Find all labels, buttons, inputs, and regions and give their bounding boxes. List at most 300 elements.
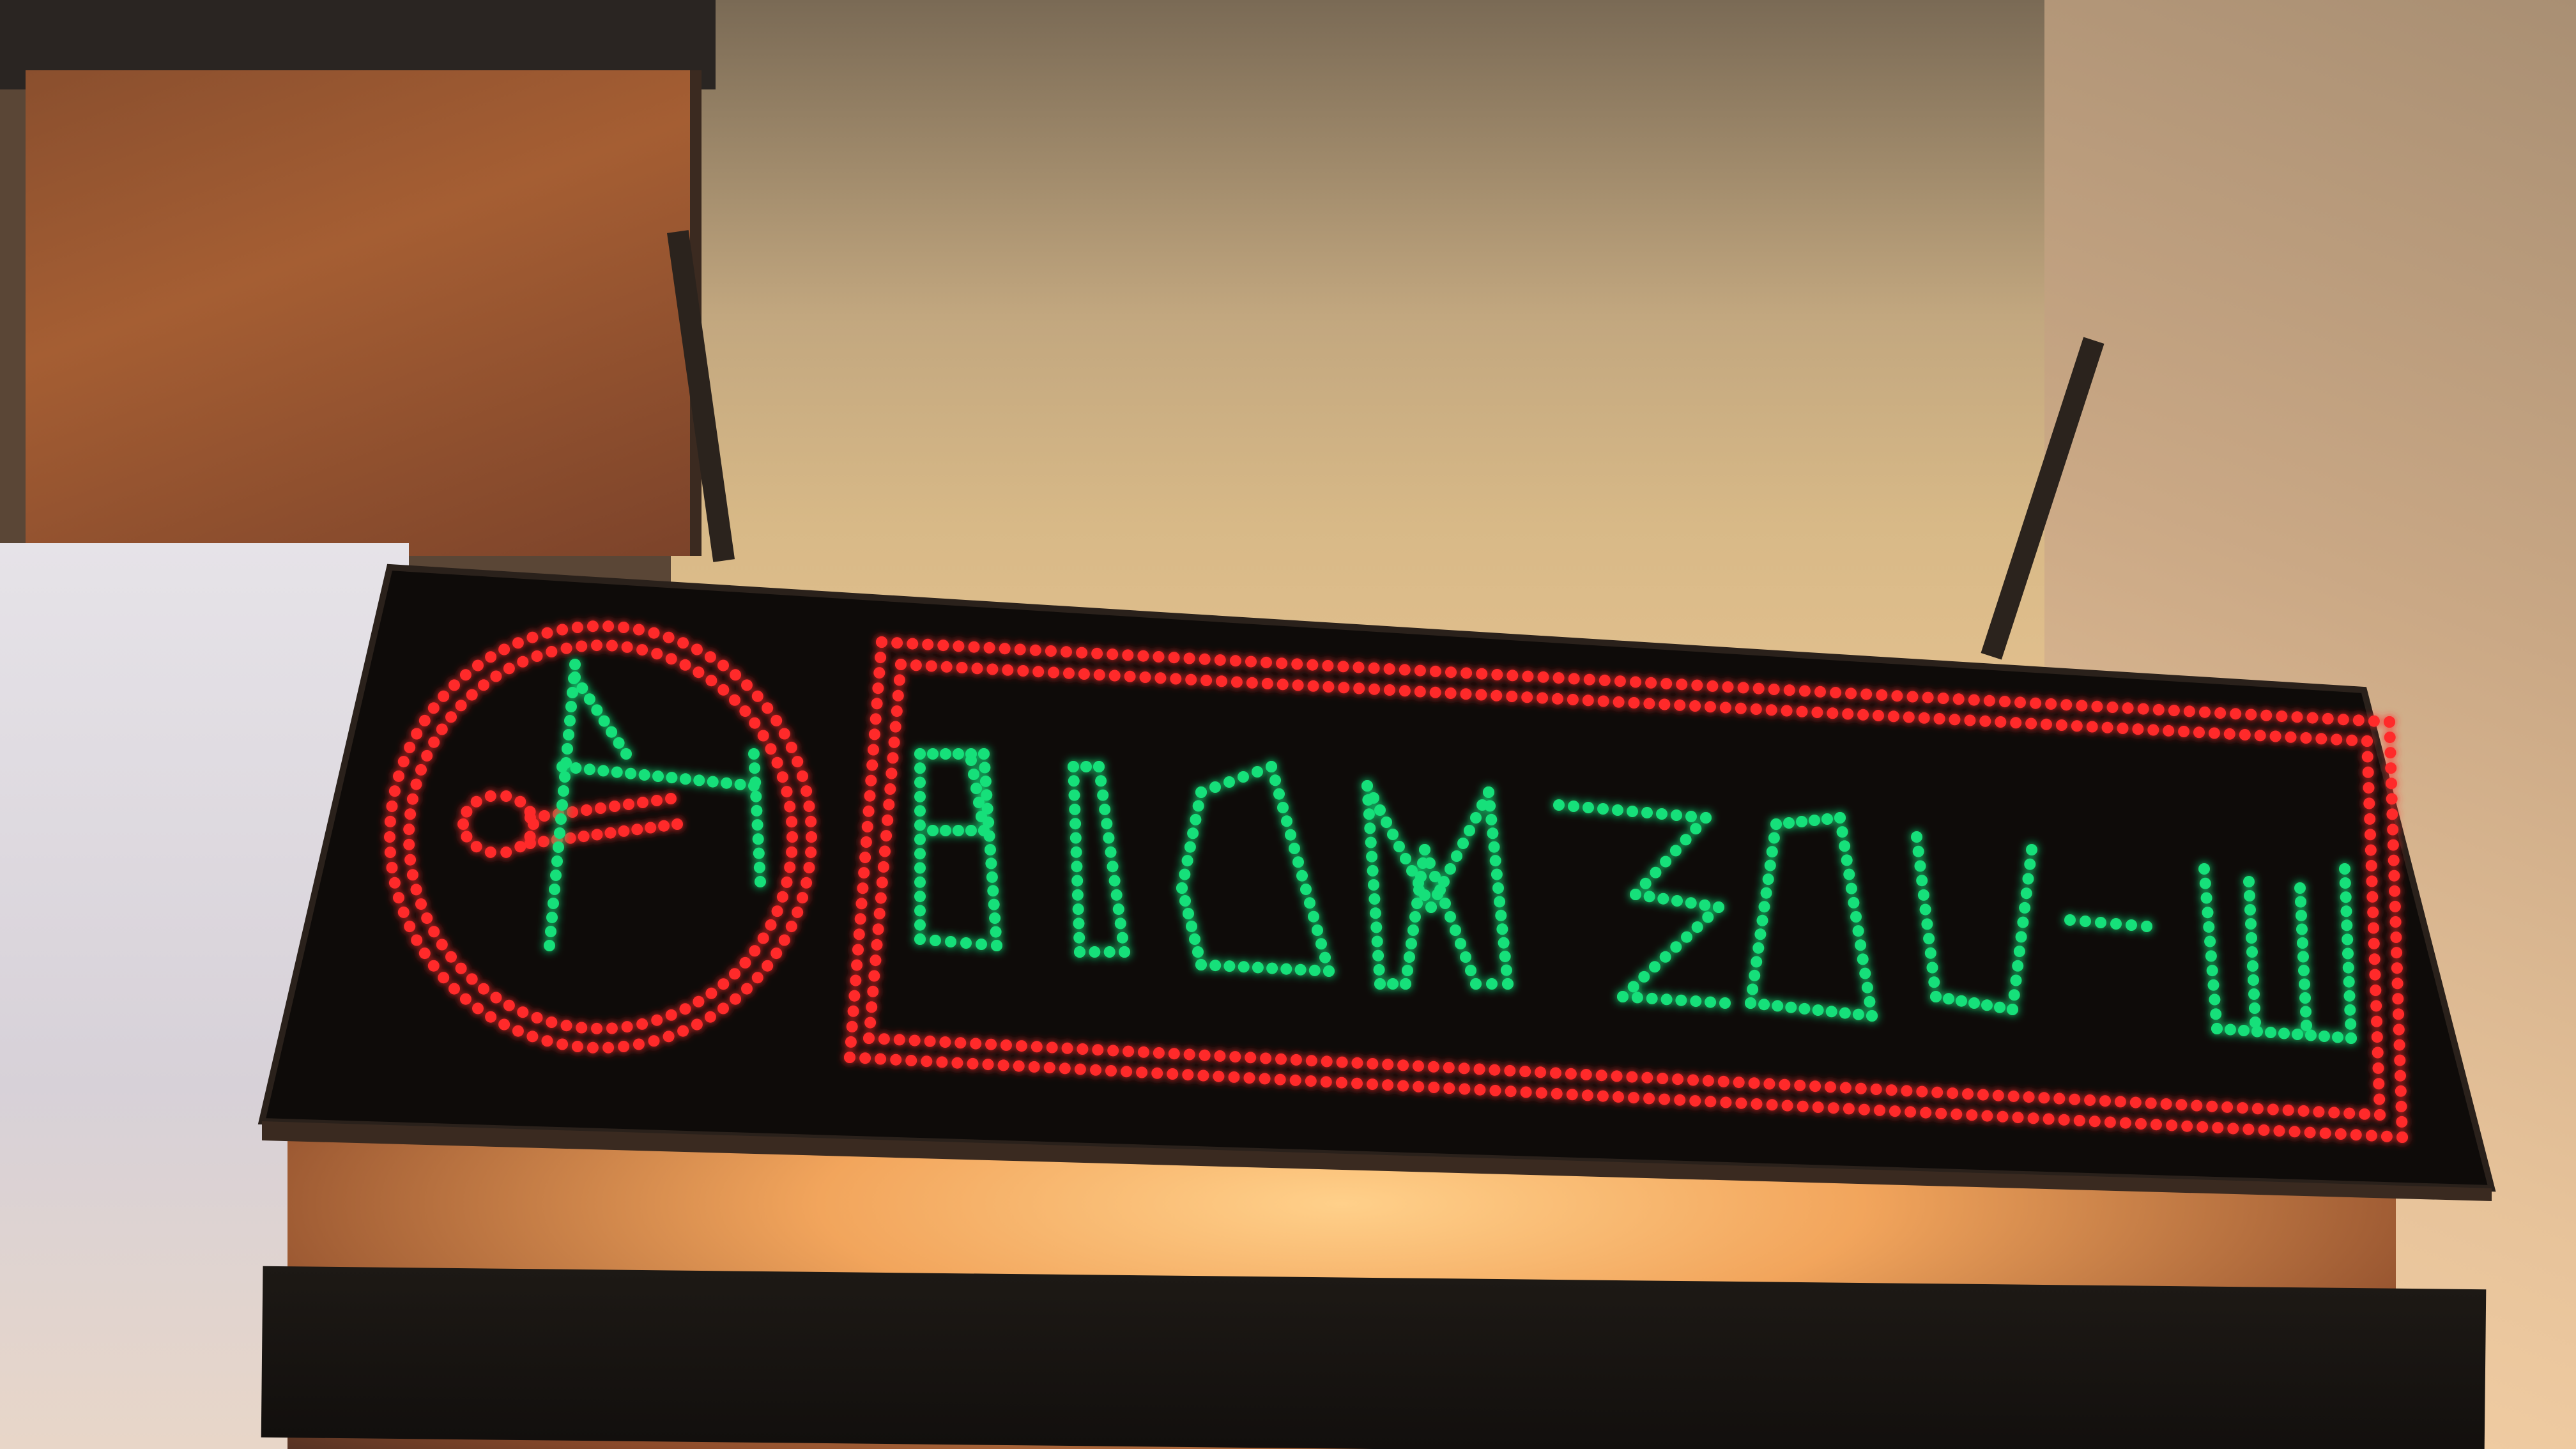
- text-frame-led: [848, 990, 860, 1002]
- emblem-ring-led: [404, 742, 415, 753]
- emblem-ring-led: [448, 679, 460, 691]
- emblem-ring-led: [636, 1018, 648, 1030]
- text-frame-led: [871, 698, 883, 709]
- text-frame-led: [891, 637, 903, 648]
- text-frame-led: [864, 1017, 876, 1029]
- emblem-ring-led: [438, 972, 449, 983]
- emblem-ring-led: [448, 983, 460, 995]
- emblem-ring-led: [512, 1025, 524, 1037]
- text-frame-led: [2396, 1131, 2408, 1143]
- emblem-ring-led: [561, 1020, 572, 1031]
- text-frame-led: [856, 898, 868, 909]
- text-frame-led: [868, 744, 879, 756]
- emblem-ring-led: [445, 951, 457, 963]
- text-frame-led: [885, 768, 897, 779]
- emblem-ring-led: [705, 988, 717, 999]
- emblem-ring-led: [421, 912, 433, 924]
- emblem-ring-led: [618, 622, 629, 633]
- text-frame-led: [848, 1006, 859, 1017]
- emblem-stroke-led: [556, 761, 568, 772]
- emblem-detail-led: [500, 790, 512, 802]
- emblem-ring-led: [587, 620, 599, 632]
- emblem-ring-led: [472, 660, 484, 671]
- emblem-ring-led: [456, 700, 467, 711]
- emblem-ring-led: [786, 831, 798, 843]
- text-frame-led: [2395, 1070, 2406, 1082]
- emblem-ring-led: [805, 847, 816, 858]
- text-frame-led: [847, 1021, 858, 1032]
- emblem-stroke-led: [721, 778, 732, 789]
- emblem-ring-led: [749, 945, 760, 956]
- emblem-ring-led: [663, 632, 675, 643]
- emblem-stroke-led: [751, 805, 762, 816]
- emblem-ring-led: [546, 1016, 557, 1028]
- emblem-ring-led: [633, 1039, 645, 1050]
- emblem-ring-led: [691, 644, 703, 656]
- emblem-ring-led: [762, 702, 773, 714]
- emblem-stroke-led: [567, 687, 578, 698]
- text-frame-led: [859, 852, 871, 863]
- text-frame-led: [2392, 977, 2404, 989]
- emblem-detail-led: [514, 841, 526, 852]
- emblem-ring-led: [729, 694, 740, 706]
- emblem-stroke-led: [597, 765, 609, 776]
- emblem-ring-led: [526, 1031, 538, 1042]
- emblem-ring-led: [387, 862, 398, 873]
- emblem-ring-led: [404, 921, 415, 932]
- text-frame-led: [2388, 855, 2400, 866]
- emblem-ring-led: [606, 1023, 618, 1034]
- emblem-ring-led: [411, 935, 422, 946]
- emblem-ring-led: [717, 660, 729, 671]
- emblem-ring-led: [498, 1019, 510, 1031]
- emblem-detail-led: [485, 847, 496, 858]
- emblem-ring-led: [804, 862, 815, 873]
- emblem-ring-led: [532, 1012, 543, 1023]
- emblem-ring-led: [772, 905, 783, 917]
- emblem-ring-led: [666, 1009, 677, 1021]
- emblem-ring-led: [781, 786, 793, 797]
- emblem-ring-led: [729, 968, 740, 979]
- text-frame-led: [2395, 1085, 2407, 1097]
- emblem-stroke-led: [554, 827, 565, 839]
- emblem-ring-led: [407, 869, 418, 880]
- text-frame-led: [2396, 1101, 2407, 1112]
- text-frame-led: [2394, 1039, 2405, 1051]
- text-frame-led: [889, 737, 900, 748]
- emblem-ring-led: [415, 898, 427, 910]
- emblem-ring-led: [436, 724, 448, 735]
- text-frame-led: [880, 830, 892, 841]
- emblem-ring-led: [517, 1006, 528, 1018]
- emblem-detail-led: [539, 810, 550, 822]
- emblem-ring-led: [587, 1042, 599, 1054]
- emblem-stroke-led: [545, 926, 556, 937]
- emblem-ring-led: [786, 742, 797, 753]
- text-frame-led: [2388, 839, 2399, 851]
- emblem-ring-led: [666, 653, 677, 664]
- emblem-stroke-led: [749, 762, 760, 774]
- text-frame-led: [2394, 1055, 2405, 1066]
- text-frame-led: [890, 721, 901, 733]
- emblem-ring-led: [460, 993, 471, 1005]
- text-frame-led: [882, 815, 893, 826]
- emblem-stroke-led: [564, 715, 576, 726]
- emblem-detail-led: [609, 801, 620, 812]
- emblem-stroke-led: [666, 772, 677, 783]
- text-frame-led: [869, 728, 880, 740]
- emblem-ring-led: [806, 831, 817, 843]
- emblem-detail-led: [485, 790, 496, 802]
- emblem-ring-led: [730, 993, 741, 1005]
- emblem-ring-led: [419, 947, 431, 959]
- text-frame-led: [857, 882, 868, 894]
- text-frame-led: [2384, 732, 2396, 743]
- text-frame-led: [2386, 778, 2397, 789]
- text-frame-led: [845, 1036, 857, 1048]
- text-frame-led: [2386, 808, 2398, 820]
- emblem-stroke-led: [570, 762, 581, 774]
- emblem-ring-led: [749, 717, 760, 729]
- emblem-ring-led: [428, 926, 440, 937]
- emblem-detail-led: [658, 820, 670, 832]
- emblem-stroke-led: [755, 876, 766, 887]
- emblem-ring-led: [478, 679, 489, 691]
- emblem-ring-led: [648, 1035, 660, 1046]
- emblem-ring-led: [779, 935, 790, 946]
- emblem-stroke-led: [599, 716, 610, 727]
- emblem-ring-led: [691, 1019, 703, 1031]
- text-frame-led: [844, 1052, 855, 1063]
- text-frame-led: [2372, 1031, 2383, 1043]
- text-frame-led: [883, 799, 894, 810]
- emblem-ring-led: [648, 627, 660, 639]
- text-frame-led: [859, 1052, 871, 1064]
- emblem-stroke-led: [606, 726, 617, 738]
- text-frame-led: [875, 1054, 886, 1065]
- emblem-ring-led: [404, 854, 416, 866]
- emblem-stroke-led: [754, 862, 765, 873]
- emblem-stroke-led: [553, 841, 564, 853]
- emblem-detail-led: [565, 832, 576, 844]
- emblem-stroke-led: [546, 912, 558, 923]
- emblem-detail-led: [525, 812, 536, 824]
- emblem-detail-led: [514, 796, 526, 808]
- emblem-stroke-led: [555, 813, 567, 825]
- emblem-ring-led: [576, 1022, 587, 1034]
- emblem-ring-led: [797, 892, 808, 903]
- emblem-stroke-led: [680, 773, 691, 785]
- emblem-stroke-led: [584, 763, 595, 775]
- emblem-detail-led: [605, 827, 617, 839]
- text-frame-led: [2393, 1008, 2404, 1020]
- emblem-detail-led: [623, 799, 634, 810]
- text-frame-led: [875, 893, 887, 904]
- emblem-stroke-led: [613, 737, 625, 749]
- emblem-detail-led: [525, 838, 536, 849]
- emblem-ring-led: [512, 637, 524, 648]
- emblem-ring-led: [758, 933, 769, 944]
- text-frame-led: [2389, 885, 2400, 897]
- text-frame-led: [862, 821, 873, 832]
- emblem-ring-led: [503, 1000, 515, 1011]
- emblem-ring-led: [805, 816, 816, 827]
- emblem-ring-led: [478, 983, 489, 995]
- emblem-ring-led: [490, 992, 502, 1004]
- emblem-ring-led: [428, 702, 440, 714]
- text-frame-led: [867, 986, 878, 997]
- text-frame-led: [2373, 1062, 2384, 1074]
- emblem-ring-led: [490, 671, 502, 682]
- emblem-detail-led: [461, 831, 472, 843]
- text-frame-led: [2387, 824, 2398, 836]
- emblem-detail-led: [618, 825, 629, 837]
- emblem-ring-led: [436, 939, 448, 951]
- text-frame-led: [879, 846, 891, 857]
- text-frame-led: [872, 682, 884, 694]
- emblem-ring-led: [445, 711, 457, 723]
- emblem-ring-led: [786, 847, 797, 858]
- text-frame-led: [866, 760, 878, 771]
- emblem-ring-led: [472, 1002, 484, 1014]
- text-frame-led: [2385, 747, 2396, 758]
- text-frame-led: [2388, 870, 2400, 882]
- text-frame-led: [865, 775, 877, 786]
- text-frame-led: [850, 975, 861, 986]
- text-frame-led: [858, 867, 870, 878]
- emblem-detail-led: [631, 824, 643, 835]
- text-frame-led: [874, 908, 885, 919]
- emblem-ring-led: [741, 983, 753, 995]
- emblem-ring-led: [792, 907, 803, 918]
- emblem-ring-led: [741, 679, 753, 691]
- emblem-ring-led: [765, 919, 777, 931]
- emblem-ring-led: [730, 669, 741, 680]
- text-frame-led: [2391, 962, 2403, 974]
- emblem-ring-led: [705, 675, 717, 686]
- emblem-ring-led: [717, 978, 729, 990]
- text-frame-led: [861, 836, 872, 848]
- text-frame-led: [863, 806, 875, 817]
- text-frame-led: [875, 652, 886, 663]
- emblem-ring-led: [542, 627, 553, 639]
- emblem-stroke-led: [620, 748, 632, 760]
- emblem-ring-led: [705, 651, 716, 663]
- emblem-ring-led: [485, 651, 496, 663]
- emblem-stroke-led: [752, 819, 763, 831]
- text-frame-led: [873, 667, 885, 678]
- emblem-detail-led: [567, 806, 578, 818]
- emblem-stroke-led: [707, 776, 719, 788]
- emblem-ring-led: [498, 644, 510, 656]
- emblem-stroke-led: [693, 774, 705, 786]
- emblem-ring-led: [772, 757, 783, 769]
- emblem-ring-led: [717, 1002, 729, 1014]
- emblem-ring-led: [792, 756, 803, 767]
- emblem-ring-led: [421, 750, 433, 762]
- emblem-ring-led: [651, 648, 663, 659]
- emblem-ring-led: [680, 1003, 691, 1015]
- emblem-stroke-led: [562, 743, 573, 755]
- emblem-stroke-led: [749, 776, 761, 788]
- emblem-stroke-led: [576, 682, 588, 694]
- emblem-ring-led: [765, 743, 777, 755]
- emblem-ring-led: [411, 728, 422, 740]
- emblem-ring-led: [385, 847, 396, 858]
- emblem-ring-led: [801, 877, 812, 889]
- emblem-ring-led: [786, 816, 797, 827]
- emblem-ring-led: [556, 624, 568, 636]
- emblem-detail-led: [457, 818, 469, 830]
- text-frame-led: [878, 861, 889, 873]
- emblem-stroke-led: [652, 770, 664, 782]
- emblem-ring-led: [717, 684, 729, 696]
- emblem-ring-led: [546, 646, 557, 657]
- text-frame-led: [894, 674, 905, 686]
- emblem-ring-led: [677, 637, 689, 648]
- emblem-ring-led: [739, 957, 751, 969]
- emblem-ring-led: [797, 770, 808, 782]
- text-frame-led: [870, 954, 881, 966]
- text-frame-led: [2381, 1131, 2393, 1142]
- text-frame-led: [866, 1001, 877, 1013]
- emblem-ring-led: [622, 641, 633, 653]
- text-frame-led: [2389, 901, 2401, 912]
- emblem-stroke-led: [625, 768, 636, 779]
- emblem-ring-led: [739, 705, 751, 717]
- emblem-ring-led: [801, 785, 812, 797]
- text-frame-led: [2385, 762, 2396, 774]
- emblem-detail-led: [581, 804, 592, 816]
- emblem-ring-led: [517, 656, 528, 668]
- emblem-stroke-led: [556, 799, 568, 811]
- text-frame-led: [2372, 1047, 2384, 1059]
- emblem-ring-led: [752, 691, 763, 702]
- text-frame-led: [2392, 993, 2404, 1004]
- text-frame-led: [2396, 1116, 2407, 1128]
- emblem-ring-led: [779, 728, 790, 740]
- emblem-ring-led: [398, 907, 410, 918]
- emblem-ring-led: [485, 1011, 496, 1023]
- emblem-ring-led: [693, 996, 704, 1008]
- emblem-ring-led: [781, 877, 793, 888]
- emblem-ring-led: [777, 771, 788, 783]
- text-frame-led: [887, 752, 899, 763]
- emblem-ring-led: [411, 779, 422, 790]
- text-frame-led: [876, 636, 887, 648]
- emblem-ring-led: [784, 801, 795, 813]
- text-frame-led: [871, 939, 883, 951]
- text-frame-led: [863, 1032, 875, 1044]
- emblem-ring-led: [384, 831, 395, 843]
- emblem-ring-led: [606, 640, 618, 652]
- emblem-ring-led: [389, 877, 401, 889]
- text-frame-led: [2386, 793, 2398, 804]
- emblem-ring-led: [591, 1023, 602, 1034]
- emblem-detail-led: [645, 822, 656, 834]
- emblem-stroke-led: [558, 785, 569, 797]
- emblem-stroke-led: [563, 729, 574, 740]
- text-frame-led: [855, 913, 866, 924]
- emblem-ring-led: [419, 715, 431, 726]
- text-frame-led: [895, 659, 907, 670]
- emblem-ring-led: [752, 972, 763, 983]
- emblem-ring-led: [403, 824, 415, 835]
- emblem-stroke-led: [544, 940, 555, 951]
- emblem-ring-led: [532, 650, 543, 662]
- text-frame-led: [2374, 1109, 2386, 1121]
- emblem-ring-led: [428, 960, 440, 972]
- emblem-ring-led: [398, 756, 410, 767]
- emblem-detail-led: [595, 802, 606, 814]
- emblem-stroke-led: [565, 701, 577, 712]
- emblem-ring-led: [428, 737, 440, 748]
- emblem-ring-led: [777, 891, 788, 903]
- emblem-stroke-led: [549, 884, 560, 895]
- emblem-stroke-led: [559, 771, 571, 783]
- emblem-ring-led: [602, 620, 614, 632]
- text-frame-led: [864, 790, 876, 802]
- text-frame-led: [2393, 1024, 2405, 1036]
- text-frame-led: [907, 638, 918, 650]
- emblem-stroke-led: [750, 791, 762, 802]
- text-frame-led: [891, 705, 903, 717]
- emblem-stroke-led: [753, 848, 765, 859]
- emblem-ring-led: [786, 921, 797, 932]
- emblem-detail-led: [671, 818, 683, 830]
- text-frame-led: [893, 690, 904, 702]
- emblem-ring-led: [389, 785, 401, 797]
- emblem-ring-led: [591, 640, 602, 651]
- text-frame-led: [2391, 947, 2402, 958]
- emblem-ring-led: [385, 816, 396, 827]
- text-frame-led: [878, 1033, 890, 1045]
- emblem-stroke-led: [569, 659, 581, 670]
- emblem-ring-led: [526, 632, 538, 643]
- emblem-ring-led: [770, 947, 782, 959]
- emblem-ring-led: [677, 1025, 689, 1037]
- emblem-stroke-led: [551, 855, 563, 867]
- emblem-ring-led: [503, 663, 515, 674]
- emblem-detail-led: [637, 797, 648, 808]
- emblem-ring-led: [784, 862, 795, 873]
- emblem-detail-led: [592, 829, 603, 840]
- emblem-ring-led: [415, 764, 427, 776]
- text-frame-led: [2390, 916, 2402, 928]
- emblem-stroke-led: [639, 769, 650, 781]
- emblem-stroke-led: [735, 779, 746, 790]
- emblem-detail-led: [500, 847, 512, 858]
- emblem-ring-led: [693, 666, 704, 678]
- emblem-detail-led: [471, 841, 482, 852]
- emblem-detail-led: [651, 795, 663, 806]
- text-frame-led: [852, 944, 864, 956]
- emblem-ring-led: [393, 892, 404, 903]
- emblem-ring-led: [404, 808, 416, 820]
- emblem-stroke-led: [569, 671, 581, 683]
- emblem-ring-led: [576, 641, 587, 652]
- emblem-detail-led: [471, 796, 482, 808]
- emblem-stroke-led: [753, 833, 764, 845]
- emblem-ring-led: [411, 884, 422, 895]
- emblem-ring-led: [770, 715, 782, 726]
- emblem-stroke-led: [584, 693, 595, 705]
- emblem-ring-led: [572, 1041, 583, 1052]
- emblem-ring-led: [762, 960, 773, 972]
- text-frame-led: [851, 960, 862, 971]
- emblem-detail-led: [538, 836, 549, 847]
- emblem-ring-led: [758, 730, 769, 742]
